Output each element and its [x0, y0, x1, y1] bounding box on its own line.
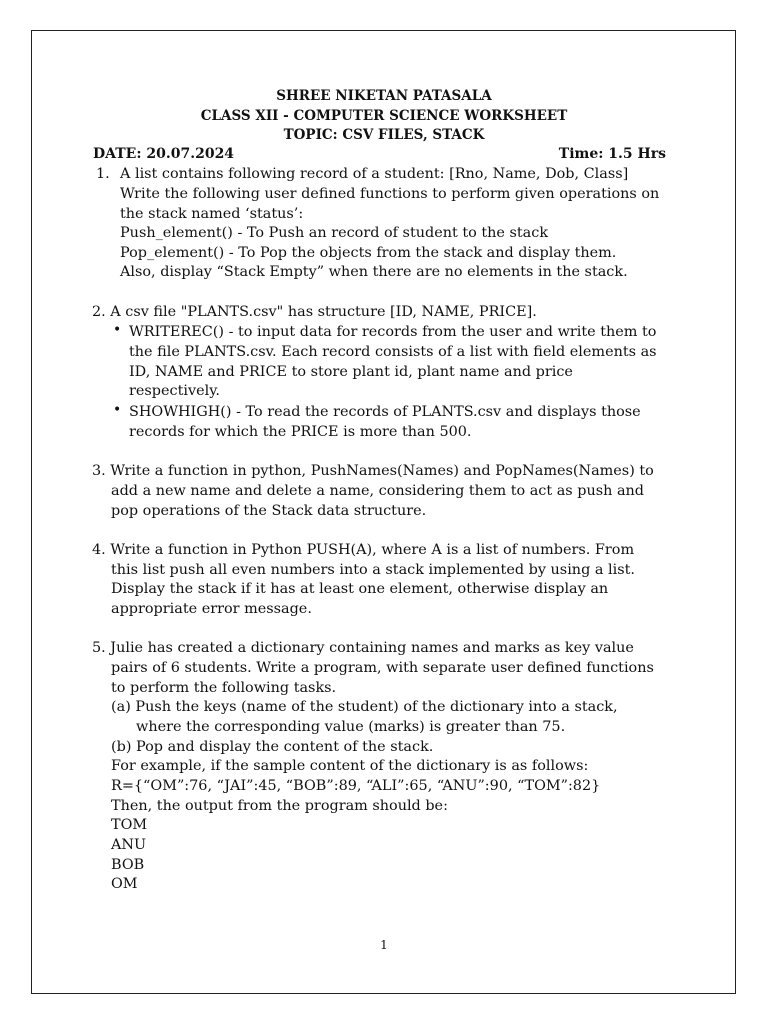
bullet-icon: • [113, 322, 122, 338]
q3-line: pop operations of the Stack data structure. [111, 503, 427, 519]
q5-output-line: TOM [111, 817, 148, 833]
q5-line: pairs of 6 students. Write a program, with separate user defined functions [111, 660, 654, 676]
q4-line: 4. Write a function in Python PUSH(A), where A is a list of numbers. From [92, 542, 635, 558]
q5-output-line: ANU [111, 837, 147, 853]
q5-line: Then, the output from the program should be: [111, 798, 448, 814]
q3-line: add a new name and delete a name, considering them to act as push and [111, 483, 645, 499]
q5-line: 5. Julie has created a dictionary containing names and marks as key value [92, 640, 634, 656]
q4-line: Display the stack if it has at least one element, otherwise display an [111, 581, 609, 597]
date-label: DATE: 20.07.2024 [93, 146, 235, 162]
q5-line: (b) Pop and display the content of the stack. [111, 739, 434, 755]
q1-line: Push_element() - To Push an record of student to the stack [120, 225, 549, 241]
page-number: 1 [380, 938, 388, 952]
q4-line: appropriate error message. [111, 601, 312, 617]
q5-output-line: BOB [111, 857, 145, 873]
q5-line: to perform the following tasks. [111, 680, 337, 696]
q2-line: the file PLANTS.csv. Each record consists of a list with field elements as [129, 344, 657, 360]
q2-line: WRITEREC() - to input data for records from the user and write them to [129, 324, 657, 340]
q2-line: 2. A csv file "PLANTS.csv" has structure [ID, NAME, PRICE]. [92, 304, 537, 320]
q3-line: 3. Write a function in python, PushNames(Names) and PopNames(Names) to [92, 463, 654, 479]
q1-line: the stack named ‘status’: [120, 206, 304, 222]
q5-line: (a) Push the keys (name of the student) of the dictionary into a stack, [111, 699, 618, 715]
q1-line: A list contains following record of a student: [Rno, Name, Dob, Class] [120, 166, 629, 182]
q1-line: Write the following user defined functions to perform given operations on [120, 186, 660, 202]
q4-line: this list push all even numbers into a stack implemented by using a list. [111, 562, 635, 578]
worksheet-title: CLASS XII - COMPUTER SCIENCE WORKSHEET [200, 108, 568, 124]
topic-title: TOPIC: CSV FILES, STACK [283, 127, 485, 143]
time-label: Time: 1.5 Hrs [558, 146, 666, 162]
q5-line: For example, if the sample content of the dictionary is as follows: [111, 758, 589, 774]
q2-line: ID, NAME and PRICE to store plant id, plant name and price [129, 364, 573, 380]
q1-number: 1. [96, 166, 110, 182]
q5-line: R={“OM”:76, “JAI”:45, “BOB”:89, “ALI”:65, “ANU”:90, “TOM”:82} [111, 778, 601, 794]
q2-line: records for which the PRICE is more than 500. [129, 424, 472, 440]
q2-line: respectively. [129, 383, 220, 399]
q2-line: SHOWHIGH() - To read the records of PLANTS.csv and displays those [129, 404, 641, 420]
q5-output-line: OM [111, 876, 138, 892]
school-name: SHREE NIKETAN PATASALA [276, 88, 492, 104]
q1-line: Also, display “Stack Empty” when there are no elements in the stack. [120, 264, 628, 280]
q1-line: Pop_element() - To Pop the objects from the stack and display them. [120, 245, 617, 261]
q5-line: where the corresponding value (marks) is greater than 75. [136, 719, 566, 735]
bullet-icon: • [113, 402, 122, 418]
